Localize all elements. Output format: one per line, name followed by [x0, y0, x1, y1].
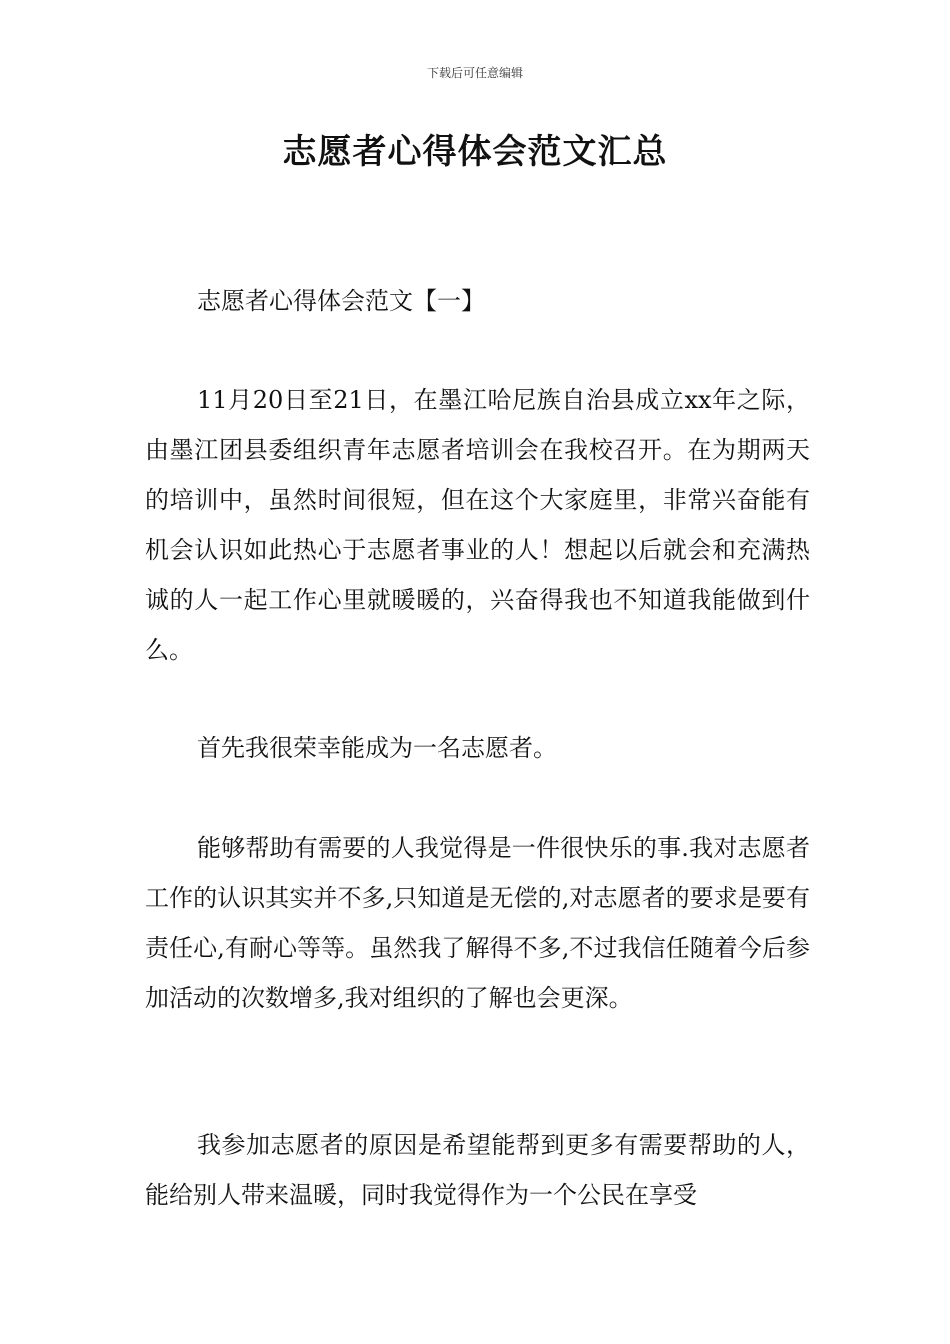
paragraph-2: 首先我很荣幸能成为一名志愿者。: [197, 734, 557, 762]
paragraph-3: 能够帮助有需要的人我觉得是一件很快乐的事.我对志愿者工作的认识其实并不多,只知道是无偿的,对志愿者的要求是要有责任心,有耐心等等。虽然我了解得不多,不过我信任随着今后参加活动的次数增多,我对组织的了解也会更深。: [145, 834, 810, 1012]
document-title: 志愿者心得体会范文汇总: [282, 132, 668, 172]
header-note: 下载后可任意编辑: [426, 66, 523, 80]
paragraph-1: 11月20日至21日，在墨江哈尼族自治县成立xx年之际，由墨江团县委组织青年志愿者培训会在我校召开。在为期两天的培训中，虽然时间很短，但在这个大家庭里，非常兴奋能有机会认识如此热心于志愿者事业的人！想起以后就会和充满热诚的人一起工作心里就暖暖的，兴奋得我也不知道我能做到什么。: [145, 386, 810, 664]
section-heading: 志愿者心得体会范文【一】: [197, 287, 485, 315]
paragraph-4: 我参加志愿者的原因是希望能帮到更多有需要帮助的人，能给别人带来温暖，同时我觉得作为一个公民在享受: [145, 1131, 810, 1209]
